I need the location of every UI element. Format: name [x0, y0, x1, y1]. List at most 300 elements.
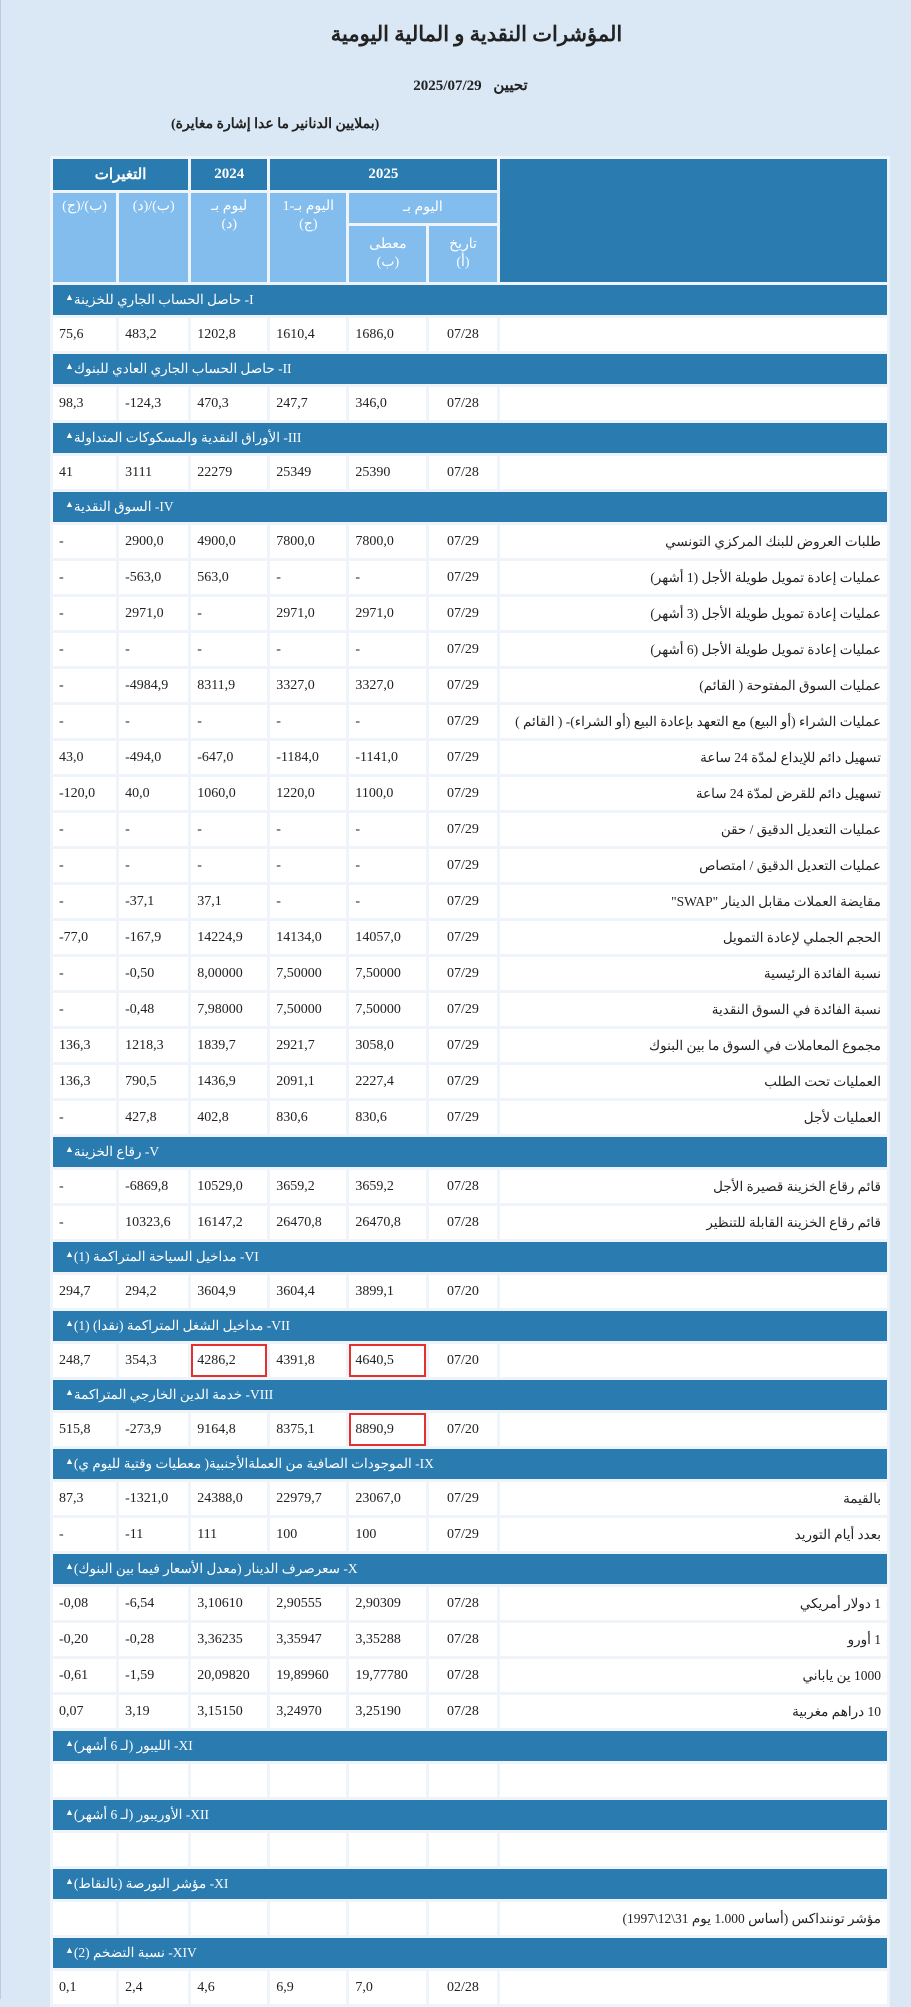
cell-b: -	[349, 813, 426, 846]
cell-b: 8890,9	[349, 1413, 426, 1446]
cell-label: تسهيل دائم للإيداع لمدّة 24 ساعة	[500, 741, 887, 774]
cell-d: 3,10610	[191, 1587, 267, 1620]
cell-date: 07/29	[429, 885, 496, 918]
cell-d: 563,0	[191, 561, 267, 594]
cell-c: 14134,0	[270, 921, 346, 954]
cell-c: 3604,4	[270, 1275, 346, 1308]
cell-label: تسهيل دائم للقرض لمدّة 24 ساعة	[500, 777, 887, 810]
cell-c: 1184,0-	[270, 741, 346, 774]
cell-bc: 120,0-	[53, 777, 116, 810]
cell-bd: 273,9-	[119, 1413, 188, 1446]
section-title-cell[interactable]	[53, 1554, 887, 1584]
section-header[interactable]	[53, 1731, 887, 1761]
cell-date: 07/29	[429, 1101, 496, 1134]
cell-date: 07/29	[429, 993, 496, 1026]
cell-c: 26470,8	[270, 1206, 346, 1239]
cell-d	[191, 1764, 267, 1797]
section-title-cell[interactable]	[53, 354, 887, 384]
cell-c: 8375,1	[270, 1413, 346, 1446]
cell-bd: 427,8	[119, 1101, 188, 1134]
table-row	[53, 1275, 887, 1308]
table-row	[53, 705, 887, 738]
cell-bc: 0,1	[53, 1971, 116, 2004]
section-header[interactable]	[53, 1242, 887, 1272]
header-text: معطى	[369, 237, 407, 252]
cell-d: 20,09820	[191, 1659, 267, 1692]
cell-bc: -	[53, 669, 116, 702]
cell-b: 100	[349, 1518, 426, 1551]
cell-c: 25349	[270, 456, 346, 489]
cell-bc: 41	[53, 456, 116, 489]
cell-label	[500, 1971, 887, 2004]
cell-date: 07/20	[429, 1344, 496, 1377]
cell-b: 1141,0-	[349, 741, 426, 774]
section-title-cell[interactable]	[53, 1938, 887, 1968]
cell-b: 25390	[349, 456, 426, 489]
cell-date	[429, 1764, 496, 1797]
section-title: VII- مداخيل الشغل المتراكمة (نقدا) (1)	[73, 1318, 290, 1333]
cell-bd: 1321,0-	[119, 1482, 188, 1515]
year-2025-header: 2025	[270, 159, 496, 190]
cell-b: -	[349, 885, 426, 918]
cell-bc: -	[53, 597, 116, 630]
cell-date: 02/28	[429, 1971, 496, 2004]
section-header[interactable]	[53, 423, 887, 453]
cell-d: 14224,9	[191, 921, 267, 954]
cell-bd: 2900,0	[119, 525, 188, 558]
cell-c: 6,9	[270, 1971, 346, 2004]
update-label: تحيين	[493, 78, 528, 94]
cell-b: 7,50000	[349, 957, 426, 990]
cell-bc: 294,7	[53, 1275, 116, 1308]
cell-date: 07/28	[429, 1206, 496, 1239]
label-column-header	[500, 159, 887, 282]
cell-bd: 0,48-	[119, 993, 188, 1026]
cell-bd	[119, 1833, 188, 1866]
update-line	[1, 76, 911, 95]
table-row	[53, 1587, 887, 1620]
cell-label	[500, 1833, 887, 1866]
section-title: IV- السوق النقدية	[73, 499, 174, 514]
cell-bc: 248,7	[53, 1344, 116, 1377]
cell-label: عمليات التعديل الدقيق / حقن	[500, 813, 887, 846]
cell-d: 8,00000	[191, 957, 267, 990]
cell-d: 3,15150	[191, 1695, 267, 1728]
cell-date: 07/28	[429, 1587, 496, 1620]
cell-b: 3,35288	[349, 1623, 426, 1656]
table-row	[53, 1623, 887, 1656]
cell-d: 402,8	[191, 1101, 267, 1134]
cell-c	[270, 1764, 346, 1797]
section-title-cell[interactable]	[53, 1137, 887, 1167]
cell-d: 8311,9	[191, 669, 267, 702]
cell-c: -	[270, 885, 346, 918]
cell-bd: -	[119, 849, 188, 882]
section-header[interactable]	[53, 354, 887, 384]
cell-date: 07/29	[429, 777, 496, 810]
cell-date: 07/28	[429, 456, 496, 489]
table-row	[53, 669, 887, 702]
cell-bc: -	[53, 705, 116, 738]
cell-label: نسبة الفائدة الرئيسية	[500, 957, 887, 990]
table-row	[53, 561, 887, 594]
b-over-d-header: (ب)/(د)	[119, 193, 188, 282]
cell-date	[429, 1902, 496, 1935]
cell-date: 07/28	[429, 1695, 496, 1728]
cell-label: قائم رقاع الخزينة القابلة للتنظير	[500, 1206, 887, 1239]
header-text: (أ)	[456, 255, 470, 270]
cell-c: 22979,7	[270, 1482, 346, 1515]
cell-b: 1100,0	[349, 777, 426, 810]
cell-bc: 136,3	[53, 1029, 116, 1062]
table-row	[53, 1029, 887, 1062]
collapse-triangle-icon[interactable]: ▲	[65, 1876, 74, 1886]
collapse-triangle-icon[interactable]: ▲	[65, 1456, 74, 1466]
cell-bd: 40,0	[119, 777, 188, 810]
cell-bd: 3,19	[119, 1695, 188, 1728]
cell-bc: -	[53, 849, 116, 882]
section-title: XI- الليبور (لـ 6 أشهر)	[73, 1738, 193, 1753]
table-row	[53, 1971, 887, 2004]
cell-bd: 1218,3	[119, 1029, 188, 1062]
cell-date: 07/29	[429, 849, 496, 882]
cell-label: نسبة الفائدة في السوق النقدية	[500, 993, 887, 1026]
section-title-cell[interactable]	[53, 1449, 887, 1479]
section-header[interactable]	[53, 1554, 887, 1584]
collapse-triangle-icon[interactable]: ▲	[65, 499, 74, 509]
cell-label: عمليات إعادة تمويل طويلة الأجل (6 أشهر)	[500, 633, 887, 666]
cell-date: 07/29	[429, 597, 496, 630]
cell-c: 830,6	[270, 1101, 346, 1134]
collapse-triangle-icon[interactable]: ▲	[65, 292, 74, 302]
cell-b: 23067,0	[349, 1482, 426, 1515]
cell-bd: 167,9-	[119, 921, 188, 954]
cell-date: 07/29	[429, 1518, 496, 1551]
cell-label	[500, 387, 887, 420]
cell-b: 3,25190	[349, 1695, 426, 1728]
cell-label	[500, 456, 887, 489]
cell-bc: 43,0	[53, 741, 116, 774]
section-title-cell[interactable]	[53, 285, 887, 315]
cell-bd: 294,2	[119, 1275, 188, 1308]
collapse-triangle-icon[interactable]: ▲	[65, 361, 74, 371]
cell-bc: 75,6	[53, 318, 116, 351]
cell-date: 07/20	[429, 1413, 496, 1446]
cell-bd: 3111	[119, 456, 188, 489]
cell-date: 07/29	[429, 669, 496, 702]
cell-bc: -	[53, 1170, 116, 1203]
cell-c: -	[270, 813, 346, 846]
header-text: (د)	[221, 217, 238, 232]
cell-bd: 494,0-	[119, 741, 188, 774]
table-row	[53, 813, 887, 846]
section-title-cell[interactable]	[53, 1311, 887, 1341]
cell-c: 3,24970	[270, 1695, 346, 1728]
cell-bd	[119, 1902, 188, 1935]
cell-c: 7,50000	[270, 957, 346, 990]
cell-bc: 0,08-	[53, 1587, 116, 1620]
table-row	[53, 993, 887, 1026]
cell-d: 3604,9	[191, 1275, 267, 1308]
cell-c: 7,50000	[270, 993, 346, 1026]
cell-d: 24388,0	[191, 1482, 267, 1515]
section-title: V- رقاع الخزينة	[73, 1144, 160, 1159]
cell-d: 4,6	[191, 1971, 267, 2004]
cell-c: 2,90555	[270, 1587, 346, 1620]
cell-date: 07/28	[429, 1623, 496, 1656]
cell-bc: 0,07	[53, 1695, 116, 1728]
cell-b: 4640,5	[349, 1344, 426, 1377]
unit-note: (بملايين الدنانير ما عدا إشارة مغايرة)	[171, 117, 380, 132]
cell-d: 4286,2	[191, 1344, 267, 1377]
cell-date: 07/20	[429, 1275, 496, 1308]
day-2024-header	[191, 193, 267, 282]
section-title-cell[interactable]	[53, 1800, 887, 1830]
cell-d: 1436,9	[191, 1065, 267, 1098]
cell-c: 100	[270, 1518, 346, 1551]
value-header	[349, 226, 426, 282]
section-title-cell[interactable]	[53, 1869, 887, 1899]
cell-label: عمليات التعديل الدقيق / امتصاص	[500, 849, 887, 882]
section-header[interactable]	[53, 1449, 887, 1479]
collapse-triangle-icon[interactable]: ▲	[65, 430, 74, 440]
cell-label: 1 أورو	[500, 1623, 887, 1656]
section-title-cell[interactable]	[53, 1731, 887, 1761]
cell-date: 07/28	[429, 318, 496, 351]
table-row	[53, 885, 887, 918]
cell-bd: 483,2	[119, 318, 188, 351]
cell-d: 16147,2	[191, 1206, 267, 1239]
b-over-c-header: (ب)/(ج)	[53, 193, 116, 282]
cell-label: بالقيمة	[500, 1482, 887, 1515]
year-2024-header: 2024	[191, 159, 267, 190]
table-row	[53, 1482, 887, 1515]
section-header[interactable]	[53, 1800, 887, 1830]
section-title: VIII- خدمة الدين الخارجي المتراكمة	[73, 1387, 274, 1402]
cell-c: 2921,7	[270, 1029, 346, 1062]
section-header[interactable]	[53, 1137, 887, 1167]
cell-b: 7,0	[349, 1971, 426, 2004]
cell-label: العمليات تحت الطلب	[500, 1065, 887, 1098]
cell-c: 1610,4	[270, 318, 346, 351]
cell-label: العمليات لأجل	[500, 1101, 887, 1134]
section-title: XIV- نسبة التضخم (2)	[73, 1945, 197, 1960]
collapse-triangle-icon[interactable]: ▲	[65, 1387, 74, 1397]
cell-c: -	[270, 849, 346, 882]
cell-bc	[53, 1833, 116, 1866]
cell-bd: 2,4	[119, 1971, 188, 2004]
cell-c	[270, 1833, 346, 1866]
cell-bc	[53, 1764, 116, 1797]
cell-bc: -	[53, 633, 116, 666]
collapse-triangle-icon[interactable]: ▲	[65, 1144, 74, 1154]
cell-c: -	[270, 705, 346, 738]
collapse-triangle-icon[interactable]: ▲	[65, 1249, 74, 1259]
cell-bc: 87,3	[53, 1482, 116, 1515]
section-header[interactable]	[53, 1938, 887, 1968]
cell-label: عمليات الشراء (أو البيع) مع التعهد بإعادة البيع (أو الشراء)- ( القائم )	[500, 705, 887, 738]
indicators-table	[50, 156, 890, 2007]
table-row	[53, 1695, 887, 1728]
cell-c: 19,89960	[270, 1659, 346, 1692]
section-title: VI- مداخيل السياحة المتراكمة (1)	[73, 1249, 259, 1264]
cell-b: 1686,0	[349, 318, 426, 351]
cell-d: 4900,0	[191, 525, 267, 558]
cell-bd: 124,3-	[119, 387, 188, 420]
cell-bc: 98,3	[53, 387, 116, 420]
cell-label: قائم رقاع الخزينة قصيرة الأجل	[500, 1170, 887, 1203]
cell-label: الحجم الجملي لإعادة التمويل	[500, 921, 887, 954]
cell-bc: -	[53, 561, 116, 594]
cell-label	[500, 1275, 887, 1308]
cell-b: 2227,4	[349, 1065, 426, 1098]
cell-bd: -	[119, 705, 188, 738]
cell-bd: 0,50-	[119, 957, 188, 990]
table-row	[53, 387, 887, 420]
section-title-cell[interactable]	[53, 492, 887, 522]
cell-date: 07/29	[429, 1065, 496, 1098]
cell-d: 111	[191, 1518, 267, 1551]
table-row	[53, 525, 887, 558]
cell-d: 9164,8	[191, 1413, 267, 1446]
cell-label: مقايضة العملات مقابل الدينار "SWAP"	[500, 885, 887, 918]
cell-date: 07/29	[429, 957, 496, 990]
cell-bc: 0,61-	[53, 1659, 116, 1692]
section-header[interactable]	[53, 1869, 887, 1899]
cell-b: -	[349, 705, 426, 738]
cell-date: 07/29	[429, 1482, 496, 1515]
cell-label: بعدد أيام التوريد	[500, 1518, 887, 1551]
cell-date: 07/29	[429, 741, 496, 774]
cell-label: طلبات العروض للبنك المركزي التونسي	[500, 525, 887, 558]
cell-date: 07/28	[429, 387, 496, 420]
cell-label: مؤشر توننداكس (أساس 1.000 يوم 31\12\1997)	[500, 1902, 887, 1935]
cell-d: 1839,7	[191, 1029, 267, 1062]
cell-bc: -	[53, 885, 116, 918]
header-text: (ج)	[299, 217, 318, 232]
cell-b	[349, 1902, 426, 1935]
table-row	[53, 1764, 887, 1797]
cell-bc: -	[53, 1101, 116, 1134]
cell-date: 07/29	[429, 813, 496, 846]
cell-c: 3327,0	[270, 669, 346, 702]
collapse-triangle-icon[interactable]: ▲	[65, 1561, 74, 1571]
date-header	[429, 226, 496, 282]
cell-b: 26470,8	[349, 1206, 426, 1239]
cell-bd: 37,1-	[119, 885, 188, 918]
cell-d: -	[191, 849, 267, 882]
header-text: (ب)	[376, 255, 400, 270]
cell-d: -	[191, 705, 267, 738]
cell-label: 1000 ين ياباني	[500, 1659, 887, 1692]
cell-bc: 515,8	[53, 1413, 116, 1446]
cell-b: 3058,0	[349, 1029, 426, 1062]
cell-bc: -	[53, 525, 116, 558]
cell-date: 07/29	[429, 525, 496, 558]
cell-c: -	[270, 561, 346, 594]
section-title: I- حاصل الحساب الجاري للخزينة	[73, 292, 254, 307]
section-title: XI- مؤشر البورصة (بالنقاط)	[73, 1876, 229, 1891]
cell-bd: 0,28-	[119, 1623, 188, 1656]
section-title-cell[interactable]	[53, 1242, 887, 1272]
section-header[interactable]	[53, 1380, 887, 1410]
cell-d	[191, 1833, 267, 1866]
table-row	[53, 957, 887, 990]
table-row	[53, 1413, 887, 1446]
cell-bd: 10323,6	[119, 1206, 188, 1239]
table-row	[53, 456, 887, 489]
collapse-triangle-icon[interactable]: ▲	[65, 1318, 74, 1328]
table-row	[53, 1206, 887, 1239]
cell-bd: 563,0-	[119, 561, 188, 594]
cell-b: 7800,0	[349, 525, 426, 558]
cell-d	[191, 1902, 267, 1935]
cell-bd	[119, 1764, 188, 1797]
cell-bd: -	[119, 813, 188, 846]
cell-b: 3327,0	[349, 669, 426, 702]
cell-d: 647,0-	[191, 741, 267, 774]
cell-bd: 6,54-	[119, 1587, 188, 1620]
cell-c: 7800,0	[270, 525, 346, 558]
header-text: اليوم بـ-1	[282, 199, 335, 214]
cell-b: 19,77780	[349, 1659, 426, 1692]
cell-bd: 354,3	[119, 1344, 188, 1377]
cell-bc: 136,3	[53, 1065, 116, 1098]
cell-date: 07/29	[429, 705, 496, 738]
cell-c	[270, 1902, 346, 1935]
section-header[interactable]	[53, 285, 887, 315]
cell-label	[500, 1344, 887, 1377]
table-row	[53, 1101, 887, 1134]
table-row	[53, 1902, 887, 1935]
cell-d: -	[191, 813, 267, 846]
cell-label: 10 دراهم مغربية	[500, 1695, 887, 1728]
cell-bc: -	[53, 993, 116, 1026]
table-row	[53, 633, 887, 666]
cell-d: 10529,0	[191, 1170, 267, 1203]
collapse-triangle-icon[interactable]: ▲	[65, 1738, 74, 1748]
table-row	[53, 1170, 887, 1203]
cell-date	[429, 1833, 496, 1866]
section-title: II- حاصل الحساب الجاري العادي للبنوك	[73, 361, 292, 376]
section-header[interactable]	[53, 1311, 887, 1341]
cell-b: 2971,0	[349, 597, 426, 630]
cell-b: 830,6	[349, 1101, 426, 1134]
table-row	[53, 777, 887, 810]
section-header[interactable]	[53, 492, 887, 522]
cell-bc: 77,0-	[53, 921, 116, 954]
cell-d: 37,1	[191, 885, 267, 918]
table-row	[53, 1344, 887, 1377]
section-title-cell[interactable]	[53, 1380, 887, 1410]
header-text: ليوم بـ	[211, 199, 248, 214]
collapse-triangle-icon[interactable]: ▲	[65, 1807, 74, 1817]
cell-date: 07/29	[429, 561, 496, 594]
cell-d: 3,36235	[191, 1623, 267, 1656]
cell-b: -	[349, 849, 426, 882]
cell-label: مجموع المعاملات في السوق ما بين البنوك	[500, 1029, 887, 1062]
cell-c: 3659,2	[270, 1170, 346, 1203]
table-row	[53, 849, 887, 882]
section-title: XII- الأوريبور (لـ 6 أشهر)	[73, 1807, 210, 1822]
section-title-cell[interactable]	[53, 423, 887, 453]
collapse-triangle-icon[interactable]: ▲	[65, 1945, 74, 1955]
page-title: المؤشرات النقدية و المالية اليومية	[330, 22, 623, 46]
cell-c: 247,7	[270, 387, 346, 420]
cell-label	[500, 1413, 887, 1446]
cell-b: 346,0	[349, 387, 426, 420]
cell-b: 7,50000	[349, 993, 426, 1026]
